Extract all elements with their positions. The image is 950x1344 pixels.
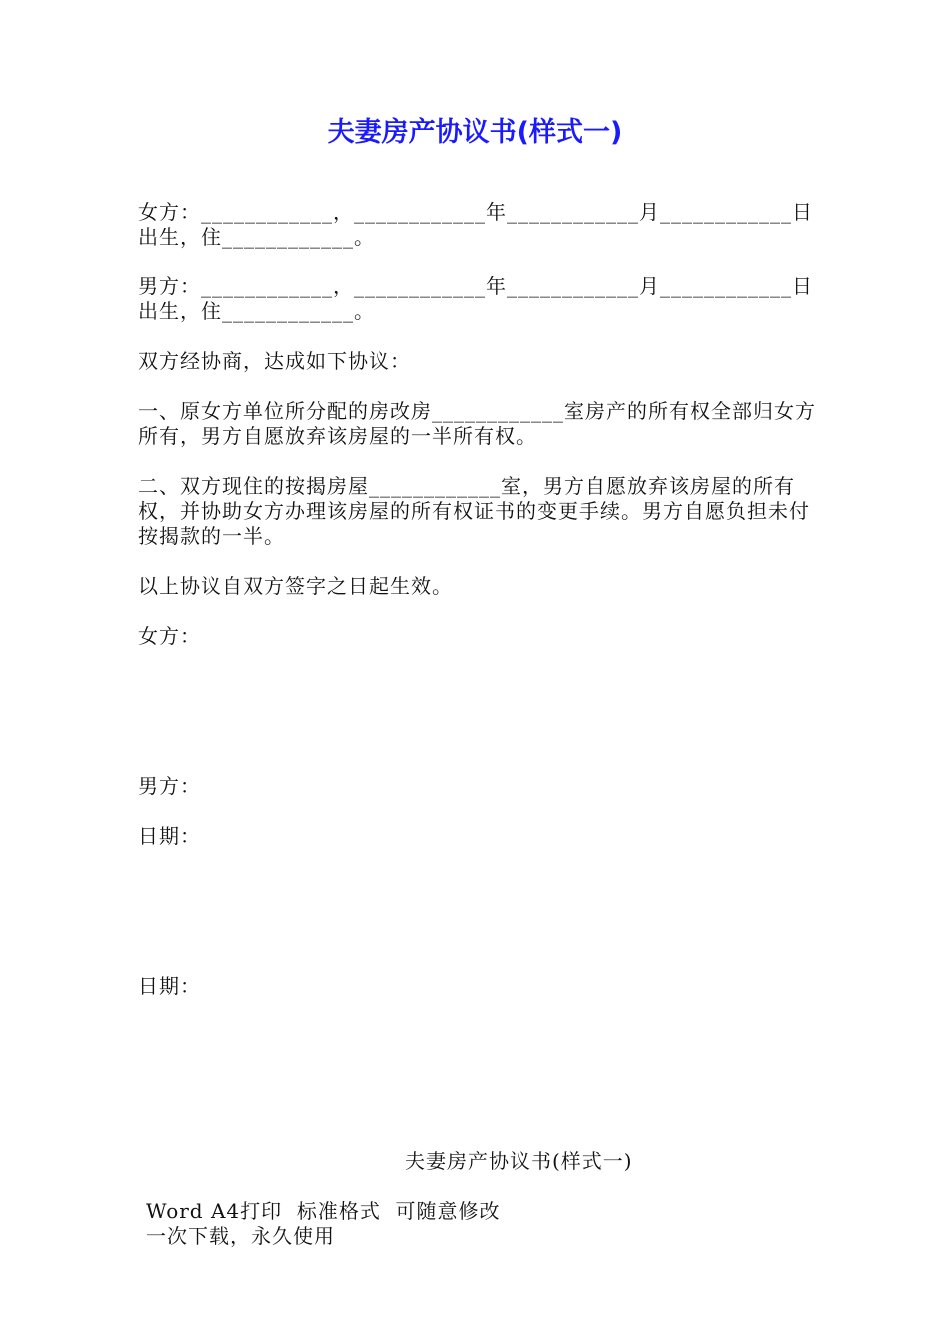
footer-note-line-two: 一次下载，永久使用 xyxy=(146,1224,335,1248)
footer-title: 夫妻房产协议书(样式一) xyxy=(405,1149,633,1173)
clause-two-paragraph: 二、双方现住的按揭房屋____________室，男方自愿放弃该房屋的所有权，并协助女方办理该房屋的所有权证书的变更手续。男方自愿负担未付按揭款的一半。 xyxy=(138,474,810,548)
husband-signature-label: 男方： xyxy=(138,774,201,798)
date-label-two: 日期： xyxy=(138,974,201,998)
footer-note-line-one: Word A4打印 标准格式 可随意修改 xyxy=(146,1199,501,1223)
effective-paragraph: 以上协议自双方签字之日起生效。 xyxy=(138,574,453,598)
date-label-one: 日期： xyxy=(138,824,201,848)
document-title: 夫妻房产协议书(样式一) xyxy=(327,117,623,148)
wife-signature-label: 女方： xyxy=(138,624,201,648)
wife-info-paragraph: 女方：____________，____________年____________月____________日出生，住____________。 xyxy=(138,200,813,249)
intro-paragraph: 双方经协商，达成如下协议： xyxy=(138,349,411,373)
clause-one-paragraph: 一、原女方单位所分配的房改房____________室房产的所有权全部归女方所有，男方自愿放弃该房屋的一半所有权。 xyxy=(138,399,816,448)
husband-info-paragraph: 男方：____________，____________年____________月____________日出生，住____________。 xyxy=(138,274,813,323)
